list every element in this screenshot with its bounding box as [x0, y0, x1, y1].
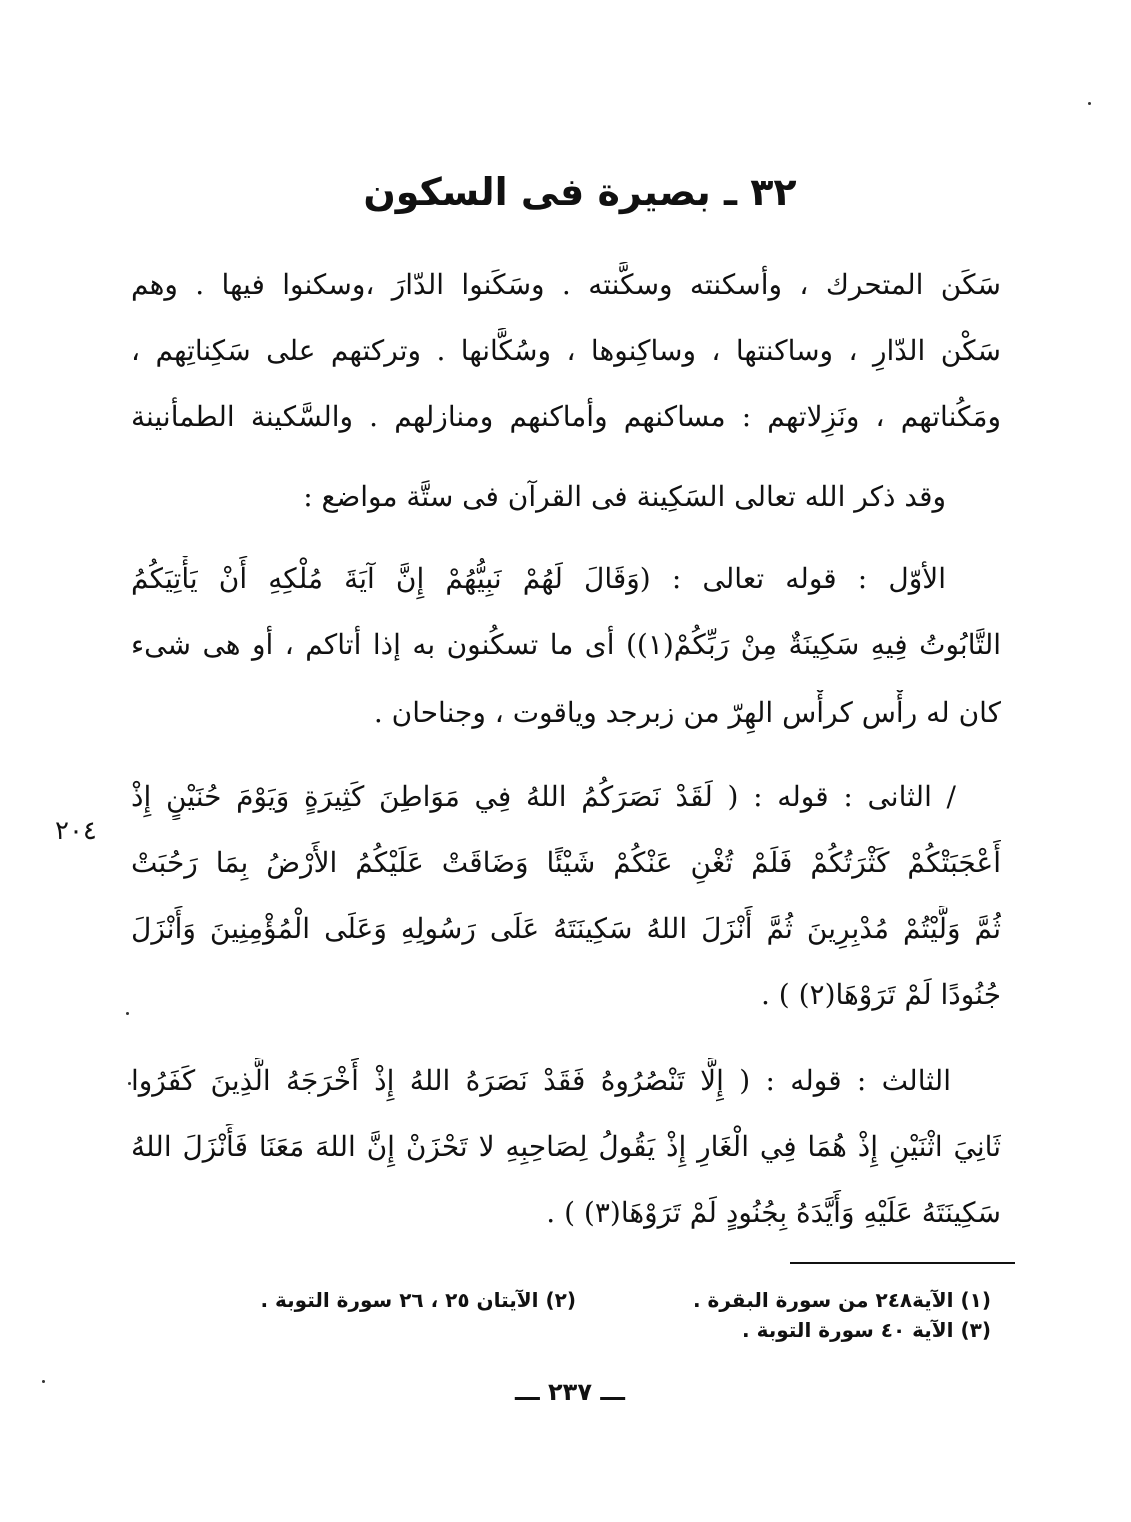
margin-page-reference: ٢٠٤: [55, 816, 97, 846]
text-line: / الثانى : قوله : ( لَقَدْ نَصَرَكُمُ اللهُ فِي مَوَاطِنَ كَثِيرَةٍ وَيَوْمَ حُنَيْنٍ إِذْ: [131, 780, 956, 813]
scan-speck: [42, 1380, 45, 1383]
text-line: ومَكُناتهم ، ونَزِلاتهم : مساكنهم وأماكنهم ومنازلهم . والسَّكينة الطمأنينة: [131, 400, 1001, 433]
text-line: كان له رأْس كرأْس الهِرّ من زبرجد وياقوت ، وجناحان .: [373, 696, 1001, 729]
footnote-3: (٣) الآية ٤٠ سورة التوبة .: [742, 1318, 991, 1342]
scan-speck: [1088, 102, 1091, 105]
text-line: جُنُودًا لَمْ تَرَوْهَا(٢) ) .: [760, 978, 1001, 1011]
section-heading: ٣٢ ـ بصيرة فى السكون: [363, 170, 797, 214]
page-number: ـــ ٢٣٧ ـــ: [515, 1378, 625, 1406]
scan-speck: [128, 1082, 131, 1085]
text-line: الثالث : قوله : ( إِلَّا تَنْصُرُوهُ فَقَدْ نَصَرَهُ اللهُ إِذْ أَخْرَجَهُ الَّذِينَ كَفَرُوا: [131, 1064, 951, 1097]
text-line: الأوّل : قوله تعالى : (وَقَالَ لَهُمْ نَبِيُّهُمْ إِنَّ آيَةَ مُلْكِهِ أَنْ يَأْتِيَكُمُ: [131, 562, 946, 595]
text-line: سَكَن المتحرك ، وأسكنته وسكَّنته . وسَكَنوا الدّارَ ،وسكنوا فيها . وهم: [131, 268, 1001, 301]
text-line: سَكِينَتَهُ عَلَيْهِ وَأَيَّدَهُ بِجُنُودٍ لَمْ تَرَوْهَا(٣) ) .: [546, 1196, 1001, 1229]
text-line: وقد ذكر الله تعالى السَكِينة فى القرآن فى ستَّة مواضع :: [303, 480, 946, 513]
text-line: ثَانِيَ اثْنَيْنِ إِذْ هُمَا فِي الْغَارِ إِذْ يَقُولُ لِصَاحِبِهِ لا تَحْزَنْ إِنَّ اللهَ مَعَنَا فَأَنْزَلَ اللهُ: [131, 1130, 1001, 1163]
text-line: التَّابُوتُ فِيهِ سَكِينَةٌ مِنْ رَبِّكُمْ(١)) أى ما تسكُنون به إذا أتاكم ، أو هى شىء: [131, 628, 1001, 661]
footnote-divider: [790, 1262, 1015, 1264]
text-line: أَعْجَبَتْكُمْ كَثْرَتُكُمْ فَلَمْ تُغْنِ عَنْكُمْ شَيْئًا وَضَاقَتْ عَلَيْكُمُ الأَرْضُ بِمَا رَحُبَتْ: [131, 846, 1001, 879]
scan-speck: [126, 1012, 129, 1015]
text-line: سَكْن الدّارِ ، وساكنتها ، وساكِنوها ، وسُكَّانها . وتركتهم على سَكِناتِهم ،: [131, 334, 1001, 367]
text-line: ثُمَّ وَلَّيْتُمْ مُدْبِرِينَ ثُمَّ أَنْزَلَ اللهُ سَكِينَتَهُ عَلَى رَسُولِهِ وَعَلَى الْمُؤْمِنِينَ وَأَنْزَلَ: [131, 912, 1001, 945]
footnote-2: (٢) الآيتان ٢٥ ، ٢٦ سورة التوبة .: [260, 1288, 576, 1312]
footnote-1: (١) الآية٢٤٨ من سورة البقرة .: [692, 1288, 991, 1312]
